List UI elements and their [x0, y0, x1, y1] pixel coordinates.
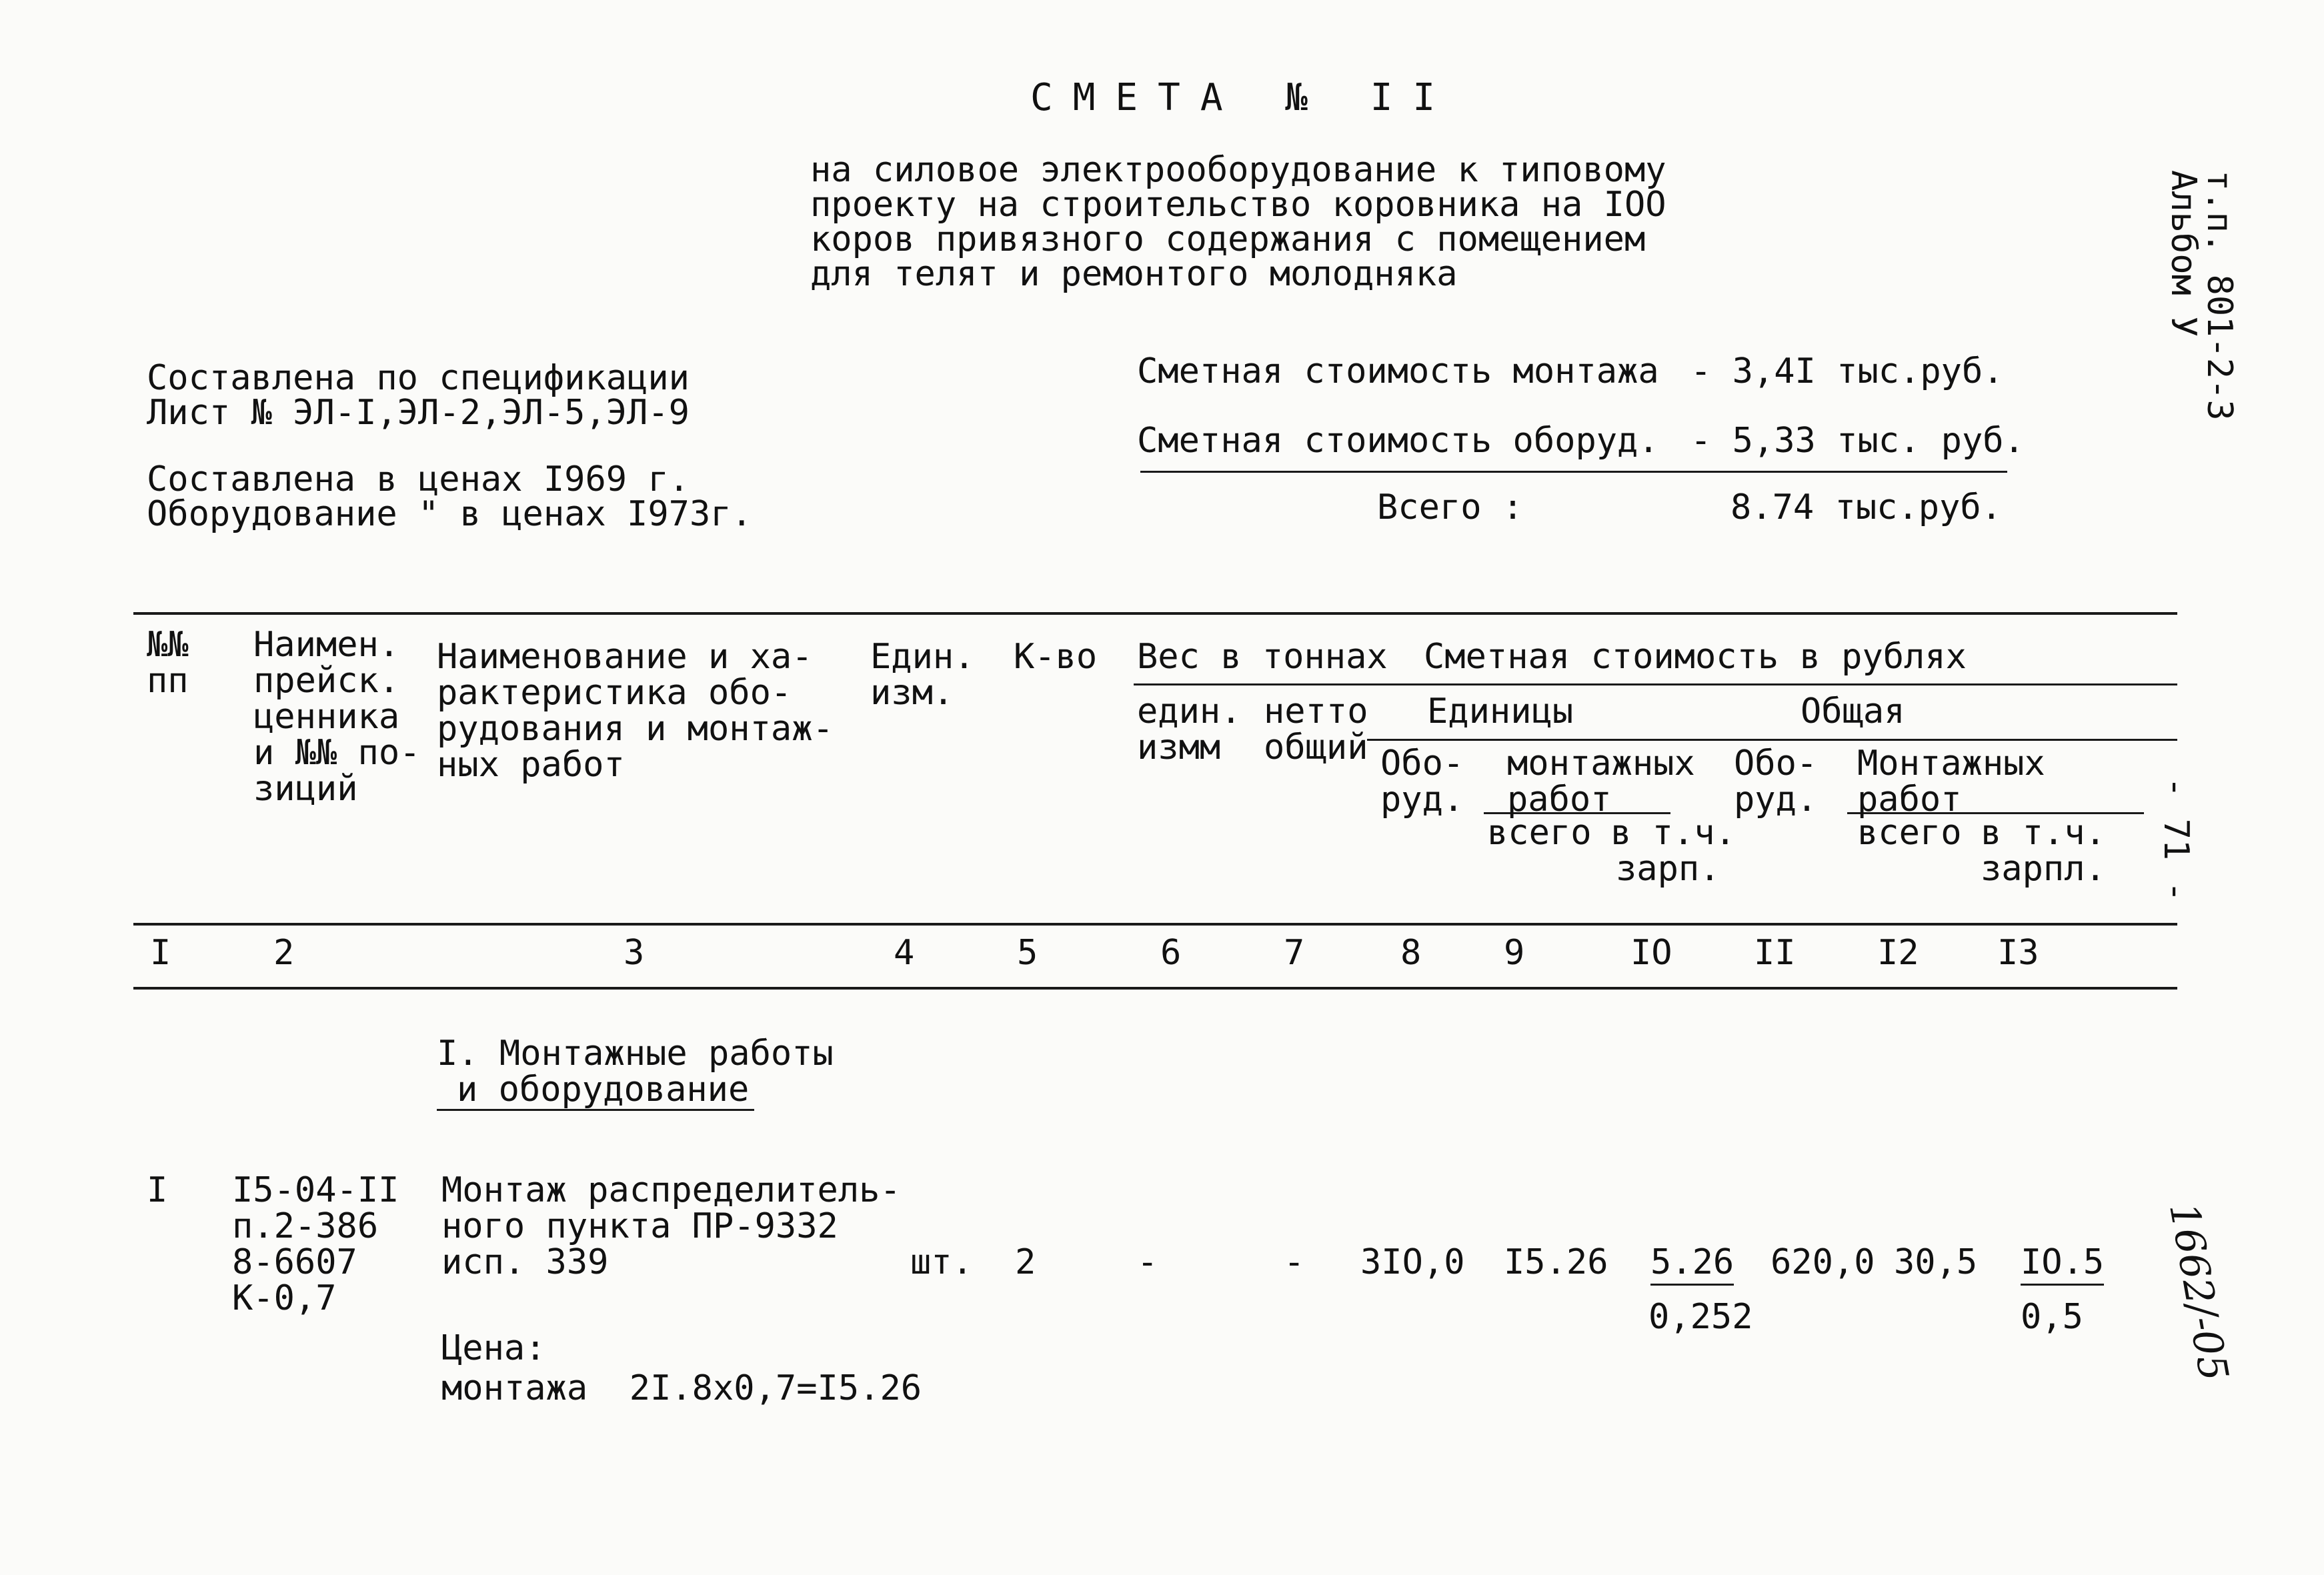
- row-mount-total: 30,5: [1894, 1242, 1978, 1282]
- row-weight-unit: -: [1137, 1242, 1158, 1282]
- col2-header: Наимен. прейск. ценника и №№ по- зиций: [253, 625, 421, 809]
- equip-header: Обо- руд.: [1380, 743, 1464, 820]
- composed-by-line-1: Составлена по спецификации: [147, 358, 690, 398]
- unit-group-header: Единицы: [1427, 691, 1574, 731]
- row-mount-unit-total: I5.26: [1504, 1242, 1608, 1282]
- row-mount-unit-wage: 5.26: [1650, 1244, 1734, 1280]
- price-calculation: монтажа 2I.8x0,7=I5.26: [441, 1368, 922, 1408]
- col-number-4: 4: [894, 933, 915, 973]
- table-top-rule: [133, 612, 2177, 615]
- subtitle-line-1: на силовое электрооборудование к типовому: [810, 150, 1666, 190]
- subtitle-line-2: проекту на строительство коровника на IOO: [810, 185, 1666, 225]
- weight-unit-header: един. измм: [1137, 691, 1242, 767]
- album-code: т.п. 801-2-3: [2199, 170, 2239, 421]
- col-number-6: 6: [1160, 933, 1182, 973]
- total-group-header: Общая: [1801, 691, 1905, 731]
- col5-header: К-во: [1014, 637, 1098, 677]
- row-mount-total-wage-sub: 0,5: [2021, 1297, 2083, 1337]
- col-number-13: I3: [1997, 933, 2039, 973]
- weight-cost-rule: [1134, 683, 2177, 685]
- handwritten-stamp: 1662/-05: [2159, 1199, 2237, 1385]
- weight-net-header: нетто общий: [1264, 691, 1368, 767]
- cost-equip-label: Сметная стоимость оборуд.: [1137, 421, 1659, 461]
- unit-total-rule: [1367, 739, 2177, 741]
- col-number-10: IO: [1630, 933, 1672, 973]
- col-number-1: I: [150, 933, 171, 973]
- col-number-3: 3: [624, 933, 645, 973]
- row-mount-total-wage: IO.5: [2021, 1244, 2104, 1280]
- mount-total-header: всего: [1487, 813, 1592, 853]
- cost-mount-value: - 3,4I тыс.руб.: [1690, 351, 2004, 391]
- row-code: I5-04-II п.2-386 8-6607 К-0,7: [232, 1170, 399, 1318]
- total-label: Всего :: [1377, 487, 1524, 527]
- col3-header: Наименование и ха- рактеристика обо- рудования и монтаж- ных работ: [437, 637, 834, 785]
- mount2-total-header: всего: [1857, 813, 1962, 853]
- total-value: 8.74 тыс.руб.: [1730, 487, 2002, 527]
- composed-by-line-2: Лист № ЭЛ-I,ЭЛ-2,ЭЛ-5,ЭЛ-9: [147, 393, 690, 433]
- col-number-12: I2: [1877, 933, 1919, 973]
- col-number-8: 8: [1400, 933, 1422, 973]
- numbers-bottom-rule: [133, 987, 2177, 990]
- col-number-5: 5: [1017, 933, 1038, 973]
- col-number-9: 9: [1504, 933, 1525, 973]
- row-weight-net: -: [1284, 1242, 1305, 1282]
- prices-line-2: Оборудование " в ценах I973г.: [147, 494, 752, 534]
- subtitle-line-3: коров привязного содержания с помещением: [810, 219, 1646, 259]
- row-qty: 2: [1015, 1242, 1036, 1282]
- page-title: СМЕТА № II: [1030, 76, 1456, 119]
- col1-header: №№ пп: [147, 625, 189, 701]
- price-label: Цена:: [441, 1328, 546, 1368]
- row-equip-unit-cost: 3IO,0: [1360, 1242, 1465, 1282]
- weight-header: Вес в тоннах: [1137, 637, 1388, 677]
- page-number: - 71 -: [2156, 777, 2196, 902]
- header-bottom-rule: [133, 923, 2177, 926]
- row-description: Монтаж распределитель- ного пункта ПР-9332 исп. 339: [441, 1170, 901, 1282]
- row-unit: шт.: [910, 1242, 973, 1282]
- col-number-11: II: [1754, 933, 1796, 973]
- cost-mount-label: Сметная стоимость монтажа: [1137, 351, 1659, 391]
- mount2-header: Монтажных работ: [1857, 743, 2045, 820]
- col-number-7: 7: [1284, 933, 1305, 973]
- row-mount-unit-wage-sub: 0,252: [1648, 1297, 1753, 1337]
- album-name: Альбом У: [2163, 170, 2203, 337]
- cost-equip-value: - 5,33 тыс. руб.: [1690, 421, 2025, 461]
- equip2-header: Обо- руд.: [1734, 743, 1818, 820]
- incl2-header: в т.ч. зарпл.: [1981, 813, 2106, 889]
- incl-header: в т.ч. зарп.: [1610, 813, 1736, 889]
- subtitle-line-4: для телят и ремонтого молодняка: [810, 254, 1458, 294]
- section-heading: I. Монтажные работы и оборудование: [437, 1034, 834, 1110]
- prices-line-1: Составлена в ценах I969 г.: [147, 459, 690, 499]
- mount-header: монтажных работ: [1507, 743, 1695, 820]
- cost-divider: [1140, 471, 2007, 473]
- row-number: I: [147, 1170, 168, 1210]
- row-equip-total-cost: 620,0: [1771, 1242, 1875, 1282]
- cost-header: Сметная стоимость в рублях: [1424, 637, 1967, 677]
- album-reference: [2165, 170, 2237, 421]
- col-number-2: 2: [273, 933, 295, 973]
- col4-header: Един. изм.: [870, 637, 975, 713]
